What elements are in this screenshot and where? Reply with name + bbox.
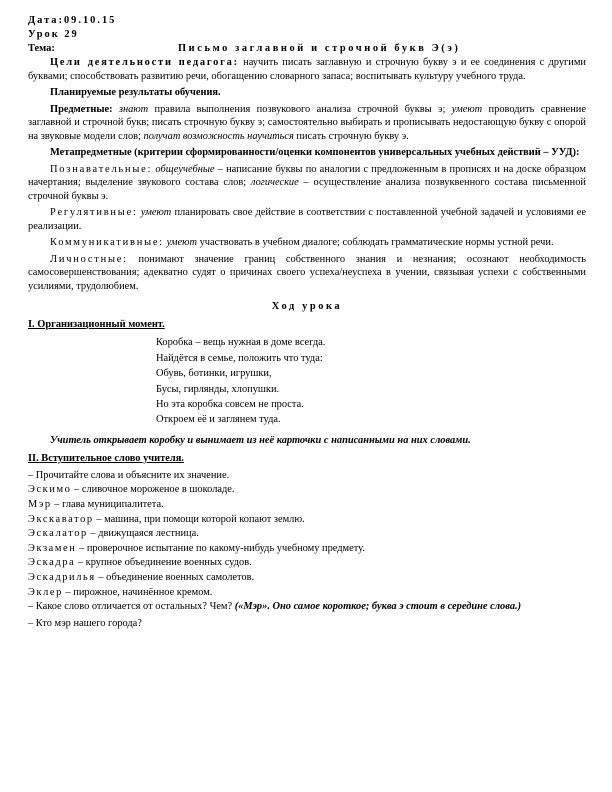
- communicative-italic-1: умеют: [166, 237, 198, 249]
- mayor-question: – Кто мэр нашего города?: [28, 617, 142, 629]
- subject-italic-3: получат возможность научиться: [143, 130, 294, 142]
- vocab-definition: – пирожное, начинённое кремом.: [62, 586, 213, 598]
- list-item: [28, 498, 586, 513]
- subject-text-2: правила выполнения позвукового анализа строчной буквы э;: [148, 103, 452, 115]
- vocab-definition: – крупное объединение военных судов.: [75, 557, 252, 569]
- vocab-definition: – машина, при помощи которой копают землю.: [93, 513, 305, 525]
- teacher-goals: [28, 56, 586, 83]
- goals-text: научить писать заглавную и строчную букву э и ее соединения с другими буквами; способствовать развитию речи, обогащению словарного запаса; воспитывать культуру учебного труда.: [28, 57, 586, 82]
- vocab-word: Эскимо: [28, 484, 72, 496]
- meta-heading: Метапредметные (критерии сформированности/оценки компонентов универсальных учебных действий – УУД):: [50, 147, 580, 159]
- subject-label: Предметные:: [50, 103, 113, 115]
- vocab-word: Экскаватор: [28, 513, 94, 525]
- personal-results: [28, 253, 586, 294]
- cognitive-italic-1: общеучебные: [155, 163, 215, 175]
- poem-line: Найдётся в семье, положить что туда:: [156, 352, 323, 364]
- planned-results-heading: Планируемые результаты обучения.: [50, 87, 221, 99]
- vocab-definition: – глава муниципалитета.: [51, 498, 164, 510]
- subject-italic-1: знают: [118, 103, 149, 115]
- question-text: – Какое слово отличается от остальных? Чем?: [28, 601, 235, 613]
- vocabulary-list: [28, 469, 586, 600]
- vocab-word: Эскадра: [28, 557, 76, 569]
- list-item: [28, 527, 586, 542]
- regulatory-italic-1: умеют: [140, 207, 172, 219]
- list-item: [28, 542, 586, 557]
- vocab-definition: – сливочное мороженое в шоколаде.: [71, 484, 235, 496]
- comparison-question: [28, 600, 586, 615]
- list-item: [28, 483, 586, 498]
- section-2-heading: II. Вступительное слово учителя.: [28, 453, 184, 465]
- personal-label: Личностные:: [50, 253, 128, 265]
- intro-line: – Прочитайте слова и объясните их значение.: [28, 469, 230, 481]
- poem-line: Откроем её и заглянем туда.: [156, 414, 281, 426]
- subject-text-3: проводить сравнение заглавной и строчной букв; писать строчную букву э; самостоятельно выбирать и прописывать недостающую букву с опорой на звуковые модели слов;: [28, 103, 586, 142]
- list-item: [28, 556, 586, 571]
- cognitive-italic-2: логические: [250, 177, 299, 189]
- vocab-word: Эскалатор: [28, 528, 88, 540]
- communicative-label: Коммуникативные:: [50, 237, 164, 249]
- list-item: [28, 571, 586, 586]
- lesson-number: Урок 29: [28, 29, 79, 40]
- vocab-definition: – объединение военных самолетов.: [95, 571, 255, 583]
- subject-italic-2: умеют: [451, 103, 483, 115]
- poem-line: Но эта коробка совсем не проста.: [156, 398, 304, 410]
- communicative-uud: [28, 236, 586, 250]
- list-item: [28, 513, 586, 528]
- teacher-note: Учитель открывает коробку и вынимает из неё карточки с написанными на них словами.: [50, 434, 471, 446]
- subject-text-4: писать строчную букву э.: [293, 130, 409, 142]
- vocab-word: Эскадрилья: [28, 571, 96, 583]
- cognitive-label: Познавательные:: [50, 163, 153, 175]
- vocab-word: Мэр: [28, 498, 52, 510]
- goals-label: Цели деятельности педагога:: [50, 57, 239, 68]
- lesson-course-heading: Ход урока: [271, 301, 343, 313]
- poem-line: Коробка – вещь нужная в доме всегда.: [156, 337, 326, 349]
- vocab-definition: – движущаяся лестница.: [87, 528, 199, 540]
- opening-poem: [156, 335, 586, 427]
- cognitive-text-2: – написание буквы по аналогии с предложенным в прописях и на доске образцом начертания; выделение звукового состава слов;: [28, 163, 586, 189]
- lesson-title: Письмо заглавной и строчной букв Э(э): [178, 43, 461, 54]
- section-1-heading: I. Организационный момент.: [28, 318, 165, 330]
- regulatory-label: Регулятивные:: [50, 207, 138, 219]
- vocab-word: Эклер: [28, 586, 63, 598]
- document-page: [28, 14, 586, 631]
- poem-line: Бусы, гирлянды, хлопушки.: [156, 383, 280, 395]
- cognitive-uud: [28, 163, 586, 204]
- cognitive-text-3: – осуществление анализа позвуквенного состава письменной строчной буквы э.: [28, 177, 586, 202]
- personal-text: понимают значение границ собственного знания и незнания; осознают необходимость самосовершенствования; адекватно судят о причинах своего успеха/неуспеха в учении, связывая успехи с собственными усилиями, трудолюбием.: [28, 253, 586, 292]
- vocab-definition: – проверочное испытание по какому-нибудь учебному предмету.: [76, 542, 365, 554]
- poem-line: Обувь, ботинки, игрушки,: [156, 368, 272, 380]
- communicative-text-2: участвовать в учебном диалоге; соблюдать грамматические нормы устной речи.: [197, 237, 554, 249]
- theme-row: [28, 42, 586, 56]
- regulatory-text-2: планировать свое действие в соответствии с поставленной учебной задачей и условиями ее реализации.: [28, 207, 586, 232]
- question-answer: («Мэр». Оно самое короткое; буква э стоит в середине слова.): [234, 601, 522, 613]
- regulatory-uud: [28, 206, 586, 233]
- vocab-word: Экзамен: [28, 542, 77, 554]
- subject-results: [28, 103, 586, 144]
- theme-label: Тема:: [28, 43, 55, 54]
- list-item: [28, 586, 586, 601]
- lesson-date: Дата:09.10.15: [28, 15, 117, 26]
